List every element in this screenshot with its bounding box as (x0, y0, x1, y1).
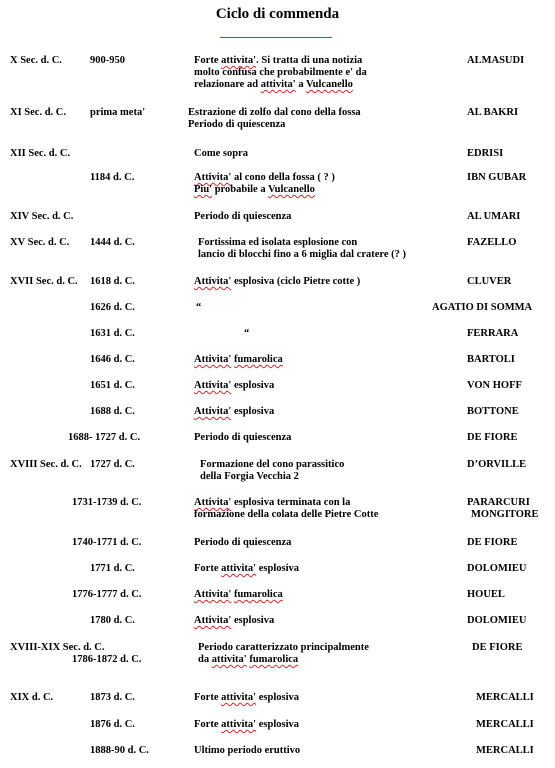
source-cell (472, 642, 522, 654)
source-author: DOLOMIEU (467, 563, 527, 574)
date-cell: 1776-1777 d. C. (72, 589, 142, 600)
century-cell: XV Sec. d. C. (10, 237, 70, 248)
source-author: DE FIORE (467, 432, 518, 443)
description-cell (198, 642, 369, 666)
source-cell (467, 380, 522, 392)
date-cell: 1688- 1727 d. C. (68, 432, 141, 443)
source-cell (467, 237, 516, 249)
century-cell: XVIII Sec. d. C. (10, 459, 82, 470)
description-line: Attivita' esplosiva terminata con la (194, 497, 351, 508)
source-author: IBN GUBAR (467, 172, 527, 183)
description-cell (188, 107, 361, 131)
description-cell (194, 615, 274, 627)
description-cell (194, 172, 335, 196)
description-line: Fortissima ed isolata esplosione con (198, 237, 358, 248)
description-line: Forte attivita' esplosiva (194, 719, 299, 730)
source-author: MERCALLI (476, 692, 534, 703)
date-cell: 1631 d. C. (90, 328, 135, 339)
source-cell (476, 692, 534, 704)
date-cell: 1740-1771 d. C. (72, 537, 142, 548)
source-cell (467, 537, 517, 549)
description-cell (194, 211, 291, 223)
source-author: VON HOFF (467, 380, 522, 391)
date-cell: 1184 d. C. (90, 172, 135, 183)
source-author: MONGITORE (471, 509, 539, 520)
description-line: da attivita' fumarolica (198, 654, 299, 665)
description-line: Attivita' al cono della fossa ( ? ) (194, 172, 335, 183)
date-cell: 1876 d. C. (90, 719, 135, 730)
description-line: Come sopra (194, 148, 248, 159)
century-cell: XIX d. C. (10, 692, 54, 703)
description-cell (244, 328, 249, 340)
source-cell (467, 211, 520, 223)
source-author: MERCALLI (476, 745, 534, 756)
description-cell (194, 276, 360, 288)
description-cell (194, 354, 283, 366)
century-cell: XVII Sec. d. C. (10, 276, 78, 287)
description-line: Estrazione di zolfo dal cono della fossa (188, 107, 361, 118)
description-line: Forte attivita' esplosiva (194, 563, 299, 574)
century-cell: XIV Sec. d. C. (10, 211, 74, 222)
description-line: Forte attivita' esplosiva (194, 692, 299, 703)
source-cell (467, 432, 517, 444)
source-author: D’ORVILLE (467, 459, 527, 470)
description-line: Periodo di quiescenza (188, 119, 286, 130)
description-cell (194, 563, 299, 575)
date-cell: 900-950 (90, 55, 125, 66)
source-cell (467, 563, 527, 575)
description-line: Ultimo periodo eruttivo (194, 745, 301, 756)
source-author: DE FIORE (472, 642, 523, 653)
description-line: formazione della colata delle Pietre Cotte (194, 509, 379, 520)
source-cell (467, 55, 524, 67)
source-cell (467, 615, 527, 627)
source-cell (476, 719, 534, 731)
description-cell (194, 589, 283, 601)
description-cell (194, 745, 300, 757)
date-cell: 1618 d. C. (90, 276, 135, 287)
date-cell: 1786-1872 d. C. (72, 654, 142, 665)
description-line: Periodo di quiescenza (194, 432, 292, 443)
date-cell: 1646 d. C. (90, 354, 135, 365)
description-cell (194, 497, 378, 521)
source-author: AGATIO DI SOMMA (432, 302, 533, 313)
date-cell: 1888-90 d. C. (90, 745, 149, 756)
source-author: FERRARA (467, 328, 519, 339)
source-author: ALMASUDI (467, 55, 525, 66)
century-cell: XVIII-XIX Sec. d. C. (10, 642, 105, 653)
description-line: molto confusa che probabilmente e' da (194, 67, 367, 78)
description-line: della Forgia Vecchia 2 (200, 471, 299, 482)
source-cell (467, 148, 503, 160)
century-cell: X Sec. d. C. (10, 55, 62, 66)
description-line: Attivita' esplosiva (ciclo Pietre cotte ) (194, 276, 361, 287)
description-line: Attivita' esplosiva (194, 615, 275, 626)
document-title: Ciclo di commenda (215, 6, 340, 22)
source-author: HOUEL (467, 589, 505, 600)
description-line: Piu' probabile a Vulcanello (194, 184, 315, 195)
source-author: PARARCURI (467, 497, 530, 508)
source-author: CLUVER (467, 276, 512, 287)
century-cell: XI Sec. d. C. (10, 107, 67, 118)
description-cell (198, 237, 406, 261)
description-line: Formazione del cono parassitico (200, 459, 345, 470)
description-line: Periodo di quiescenza (194, 211, 292, 222)
source-author: MERCALLI (476, 719, 534, 730)
description-line: “ (244, 328, 250, 339)
description-cell (194, 380, 274, 392)
description-cell (194, 55, 367, 91)
source-cell (432, 302, 532, 314)
date-cell: 1731-1739 d. C. (72, 497, 142, 508)
source-cell (467, 172, 526, 184)
description-cell (194, 719, 299, 731)
description-line: Periodo caratterizzato principalmente (198, 642, 369, 653)
description-line: Attivita' fumarolica (194, 589, 283, 600)
date-cell: 1873 d. C. (90, 692, 135, 703)
date-cell: 1651 d. C. (90, 380, 135, 391)
description-line: Attivita' fumarolica (194, 354, 283, 365)
source-cell (467, 497, 538, 521)
source-cell (467, 459, 526, 471)
date-cell: 1688 d. C. (90, 406, 135, 417)
source-author: DOLOMIEU (467, 615, 527, 626)
description-line: relazionare ad attivita' a Vulcanello (194, 79, 353, 90)
date-cell: 1626 d. C. (90, 302, 135, 313)
date-cell: prima meta' (90, 107, 146, 118)
source-author: AL UMARI (467, 211, 521, 222)
source-cell (476, 745, 534, 757)
date-cell: 1771 d. C. (90, 563, 135, 574)
description-line: Periodo di quiescenza (194, 537, 292, 548)
description-cell (200, 459, 344, 483)
source-cell (467, 328, 518, 340)
source-cell (467, 276, 511, 288)
source-author: DE FIORE (467, 537, 518, 548)
source-author: EDRISI (467, 148, 504, 159)
source-cell (467, 107, 518, 119)
description-cell (194, 537, 291, 549)
date-cell: 1727 d. C. (90, 459, 135, 470)
title-underline (220, 37, 332, 38)
description-line: Forte attivita'. Si tratta di una notizia (194, 55, 363, 66)
description-cell (194, 432, 291, 444)
source-author: FAZELLO (467, 237, 517, 248)
source-cell (467, 589, 505, 601)
description-cell (194, 406, 274, 418)
source-cell (467, 406, 519, 418)
date-cell: 1780 d. C. (90, 615, 135, 626)
description-cell (194, 692, 299, 704)
description-line: Attivita' esplosiva (194, 380, 275, 391)
description-line: lancio di blocchi fino a 6 miglia dal cratere (? ) (198, 249, 407, 260)
date-cell: 1444 d. C. (90, 237, 135, 248)
source-author: AL BAKRI (467, 107, 519, 118)
description-line: “ (196, 302, 202, 313)
source-cell (467, 354, 515, 366)
source-author: BARTOLI (467, 354, 515, 365)
source-author: BOTTONE (467, 406, 519, 417)
description-line: Attivita' esplosiva (194, 406, 275, 417)
century-cell: XII Sec. d. C. (10, 148, 71, 159)
description-cell (194, 148, 248, 160)
description-cell (196, 302, 201, 314)
